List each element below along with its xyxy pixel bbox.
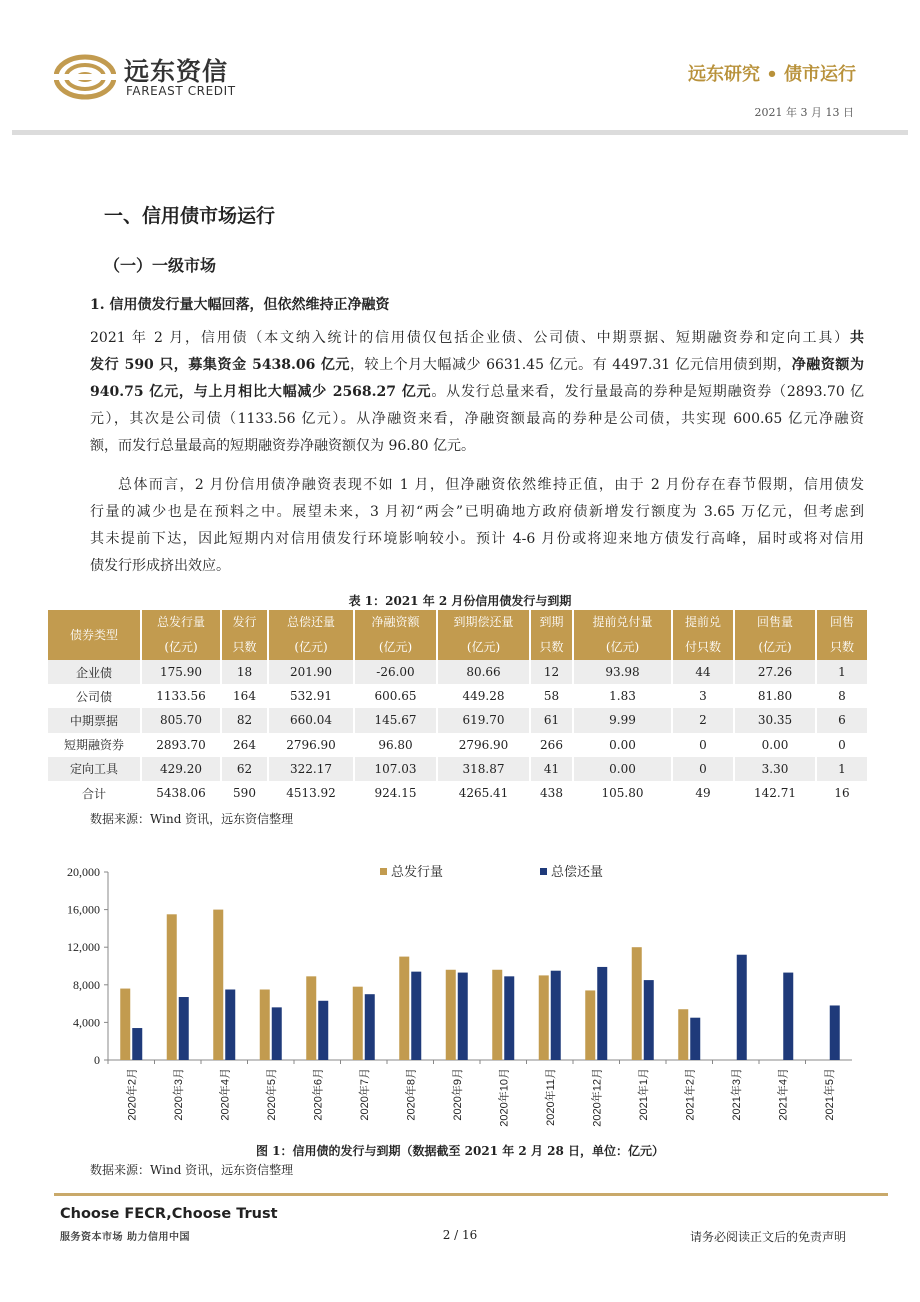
value-cell: 175.90 xyxy=(141,660,221,684)
row-label-cell: 中期票据 xyxy=(48,708,141,732)
table-row xyxy=(48,708,867,732)
x-tick-label: 2020年2月 xyxy=(126,1068,139,1121)
table-caption: 表 1：2021 年 2 月份信用债发行与到期 xyxy=(348,594,572,608)
x-tick-label: 2020年6月 xyxy=(312,1068,325,1121)
value-cell: 18 xyxy=(221,660,268,684)
table-header xyxy=(48,610,867,660)
column-header-line: 只数 xyxy=(232,640,257,654)
table-body xyxy=(48,660,867,805)
table-row xyxy=(48,781,867,805)
column-header xyxy=(530,610,573,660)
x-tick-label: 2021年1月 xyxy=(637,1068,650,1121)
column-header xyxy=(48,610,141,660)
fareast-credit-logo xyxy=(54,50,244,110)
header-divider xyxy=(12,130,908,135)
x-tick-label: 2020年4月 xyxy=(219,1068,232,1121)
value-cell: 80.66 xyxy=(437,660,530,684)
y-tick-label: 8,000 xyxy=(73,977,100,992)
value-cell: 201.90 xyxy=(268,660,354,684)
logo-en-text: FAREAST CREDIT xyxy=(126,84,236,98)
bar-issuance xyxy=(632,947,642,1060)
x-tick-label: 2021年2月 xyxy=(684,1068,697,1121)
x-tick-label: 2020年8月 xyxy=(405,1068,418,1121)
column-header-line: (亿元) xyxy=(164,640,198,654)
value-cell: 0 xyxy=(672,757,734,781)
value-cell: -26.00 xyxy=(354,660,437,684)
column-header-line: (亿元) xyxy=(605,640,640,654)
bar-repayment xyxy=(179,997,189,1060)
value-cell: 81.80 xyxy=(734,684,816,708)
value-cell: 924.15 xyxy=(354,781,437,805)
x-tick-label: 2020年11月 xyxy=(544,1068,557,1126)
value-cell: 3 xyxy=(672,684,734,708)
section-heading: 一、信用债市场运行 xyxy=(104,205,276,227)
paragraph-line xyxy=(90,436,864,456)
value-cell: 105.80 xyxy=(573,781,672,805)
column-header-line: (亿元) xyxy=(466,640,501,654)
value-cell: 58 xyxy=(530,684,573,708)
bar-repayment xyxy=(737,955,747,1060)
paragraph-line xyxy=(90,556,864,576)
text-run: 其未提前下达，因此短期内对信用债发行环境影响较小。预计 4-6 月份或将迎来地方债发行高峰，届时或将对信用 xyxy=(90,531,864,547)
x-tick-label: 2020年9月 xyxy=(451,1068,464,1121)
column-header-line: 到期 xyxy=(539,615,564,629)
legend-label: 总偿还量 xyxy=(551,865,604,880)
column-header xyxy=(734,610,816,660)
value-cell: 264 xyxy=(221,733,268,757)
x-tick-label: 2020年10月 xyxy=(498,1068,511,1127)
value-cell: 1.83 xyxy=(573,684,672,708)
column-header-line: (亿元) xyxy=(294,640,328,654)
subsection-heading: （一）一级市场 xyxy=(104,256,217,275)
value-cell: 145.67 xyxy=(354,708,437,732)
value-cell: 0.00 xyxy=(734,733,816,757)
bar-issuance xyxy=(492,970,502,1060)
paragraph-line xyxy=(90,502,864,522)
page-number: 2 / 16 xyxy=(442,1228,478,1242)
text-run: 行量的减少也是在预料之中。展望未来，3 月初“两会”已明确地方政府债新增发行额度为 3.65 万亿元，但考虑到 xyxy=(90,504,864,520)
y-tick-label: 12,000 xyxy=(67,940,100,955)
value-cell: 96.80 xyxy=(354,733,437,757)
bar-issuance xyxy=(353,987,363,1060)
table-row xyxy=(48,684,867,708)
bar-repayment xyxy=(783,973,793,1060)
text-run: 债发行形成挤出效应。 xyxy=(90,558,230,574)
logo-mark-icon xyxy=(54,54,116,100)
column-header-line: 发行 xyxy=(232,615,257,629)
value-cell: 322.17 xyxy=(268,757,354,781)
text-run: 元），其次是公司债（1133.56 亿元）。从净融资来看，净融资额最高的券种是公司债，共实现 600.65 亿元净融资 xyxy=(90,411,864,427)
bold-run: 940.75 亿元，与上月相比大幅减少 2568.27 亿元 xyxy=(90,384,432,400)
bar-issuance xyxy=(399,957,409,1060)
table-row xyxy=(48,757,867,781)
legend-swatch xyxy=(380,868,387,875)
x-tick-label: 2021年3月 xyxy=(730,1068,743,1121)
text-run: ，较上个月大幅减少 6631.45 亿元。有 4497.31 亿元信用债到期， xyxy=(349,357,792,373)
value-cell: 2 xyxy=(672,708,734,732)
bar-repayment xyxy=(830,1005,840,1060)
bar-repayment xyxy=(504,976,514,1060)
column-header-line: 总发行量 xyxy=(156,615,205,629)
column-header xyxy=(816,610,867,660)
value-cell: 2796.90 xyxy=(268,733,354,757)
value-cell: 429.20 xyxy=(141,757,221,781)
bar-issuance xyxy=(539,975,549,1060)
bar-issuance xyxy=(213,910,223,1060)
bar-repayment xyxy=(272,1007,282,1060)
footer-divider xyxy=(54,1193,888,1196)
topic-heading: 1. 信用债发行量大幅回落，但依然维持正净融资 xyxy=(90,297,390,313)
value-cell: 62 xyxy=(221,757,268,781)
y-tick-label: 16,000 xyxy=(67,902,100,917)
column-header xyxy=(672,610,734,660)
value-cell: 49 xyxy=(672,781,734,805)
column-header-line: 回售量 xyxy=(756,615,793,629)
y-tick-label: 0 xyxy=(94,1053,100,1067)
value-cell: 0 xyxy=(816,733,867,757)
column-header-line: 债券类型 xyxy=(69,627,118,642)
table-row xyxy=(48,733,867,757)
value-cell: 2893.70 xyxy=(141,733,221,757)
column-header-line: 只数 xyxy=(829,640,854,654)
value-cell: 532.91 xyxy=(268,684,354,708)
x-tick-label: 2020年5月 xyxy=(265,1068,278,1121)
y-tick-label: 20,000 xyxy=(67,865,100,879)
column-header-line: (亿元) xyxy=(378,640,413,654)
x-tick-label: 2021年4月 xyxy=(777,1068,790,1121)
row-label-cell: 定向工具 xyxy=(48,757,141,781)
value-cell: 318.87 xyxy=(437,757,530,781)
x-tick-label: 2020年12月 xyxy=(591,1068,604,1127)
value-cell: 1 xyxy=(816,660,867,684)
value-cell: 41 xyxy=(530,757,573,781)
paragraph-line xyxy=(90,529,864,549)
disclaimer-note: 请务必阅读正文后的免责声明 xyxy=(689,1230,846,1244)
value-cell: 44 xyxy=(672,660,734,684)
value-cell: 600.65 xyxy=(354,684,437,708)
value-cell: 449.28 xyxy=(437,684,530,708)
figure-source-note: 数据来源：Wind 资讯，远东资信整理 xyxy=(90,1163,294,1177)
x-tick-label: 2020年3月 xyxy=(172,1068,185,1121)
bar-issuance xyxy=(446,970,456,1060)
value-cell: 3.30 xyxy=(734,757,816,781)
row-label-cell: 合计 xyxy=(48,781,141,805)
value-cell: 164 xyxy=(221,684,268,708)
bar-issuance xyxy=(167,914,177,1060)
report-series-title: 远东研究 • 债市运行 xyxy=(687,64,856,85)
bar-repayment xyxy=(458,973,468,1060)
footer-slogan-cn: 服务资本市场 助力信用中国 xyxy=(60,1232,190,1243)
bar-repayment xyxy=(365,994,375,1060)
bar-repayment xyxy=(644,980,654,1060)
issuance-table xyxy=(48,610,867,805)
bar-repayment xyxy=(132,1028,142,1060)
bar-repayment xyxy=(225,990,235,1061)
bar-issuance xyxy=(585,990,595,1060)
value-cell: 30.35 xyxy=(734,708,816,732)
logo-cn-text: 远东资信 xyxy=(124,57,229,86)
bar-repayment xyxy=(690,1018,700,1060)
column-header-line: 提前兑付量 xyxy=(592,615,653,629)
column-header-line: 只数 xyxy=(539,640,564,654)
column-header xyxy=(221,610,268,660)
value-cell: 5438.06 xyxy=(141,781,221,805)
paragraph-line xyxy=(90,409,864,429)
column-header xyxy=(573,610,672,660)
text-run: 额，而发行总量最高的短期融资券净融资额仅为 96.80 亿元。 xyxy=(90,438,475,454)
paragraph-line xyxy=(118,475,864,495)
bar-repayment xyxy=(318,1001,328,1060)
value-cell: 590 xyxy=(221,781,268,805)
value-cell: 1133.56 xyxy=(141,684,221,708)
y-tick-label: 4,000 xyxy=(73,1015,100,1030)
page-header xyxy=(0,0,920,140)
issuance-maturity-chart xyxy=(40,852,880,1142)
figure-caption: 图 1：信用债的发行与到期（数据截至 2021 年 2 月 28 日，单位：亿元） xyxy=(255,1144,665,1158)
value-cell: 142.71 xyxy=(734,781,816,805)
column-header xyxy=(268,610,354,660)
value-cell: 619.70 xyxy=(437,708,530,732)
column-header xyxy=(354,610,437,660)
table-source-note: 数据来源：Wind 资讯，远东资信整理 xyxy=(90,812,294,826)
value-cell: 12 xyxy=(530,660,573,684)
column-header xyxy=(437,610,530,660)
x-tick-label: 2021年5月 xyxy=(823,1068,836,1121)
column-header-line: 付只数 xyxy=(684,640,721,654)
table-header-row xyxy=(48,610,867,660)
value-cell: 27.26 xyxy=(734,660,816,684)
value-cell: 93.98 xyxy=(573,660,672,684)
value-cell: 4513.92 xyxy=(268,781,354,805)
value-cell: 107.03 xyxy=(354,757,437,781)
bar-issuance xyxy=(120,989,130,1060)
bold-run: 发行 590 只，募集资金 5438.06 亿元 xyxy=(90,357,350,373)
bold-run: 共 xyxy=(850,330,864,346)
value-cell: 0.00 xyxy=(573,757,672,781)
value-cell: 2796.90 xyxy=(437,733,530,757)
value-cell: 16 xyxy=(816,781,867,805)
bar-issuance xyxy=(260,990,270,1061)
column-header-line: 回售 xyxy=(829,615,854,629)
value-cell: 4265.41 xyxy=(437,781,530,805)
row-label-cell: 短期融资券 xyxy=(48,733,141,757)
paragraph-line xyxy=(90,328,864,348)
paragraph-line xyxy=(90,382,864,402)
row-label-cell: 企业债 xyxy=(48,660,141,684)
bar-repayment xyxy=(551,971,561,1060)
table-row xyxy=(48,660,867,684)
value-cell: 9.99 xyxy=(573,708,672,732)
bar-repayment xyxy=(597,967,607,1060)
value-cell: 0.00 xyxy=(573,733,672,757)
value-cell: 1 xyxy=(816,757,867,781)
legend-label: 总发行量 xyxy=(391,865,444,880)
value-cell: 805.70 xyxy=(141,708,221,732)
text-run: 。从发行总量来看，发行量最高的券种是短期融资券（2893.70 亿 xyxy=(431,384,864,400)
column-header-line: (亿元) xyxy=(758,640,792,654)
column-header-line: 到期偿还量 xyxy=(453,615,514,629)
value-cell: 61 xyxy=(530,708,573,732)
value-cell: 8 xyxy=(816,684,867,708)
value-cell: 660.04 xyxy=(268,708,354,732)
bar-issuance xyxy=(678,1009,688,1060)
report-date: 2021 年 3 月 13 日 xyxy=(754,106,854,119)
column-header-line: 总偿还量 xyxy=(286,615,335,629)
paragraph-line xyxy=(90,355,864,375)
value-cell: 82 xyxy=(221,708,268,732)
legend-swatch xyxy=(540,868,547,875)
bar-repayment xyxy=(411,972,421,1060)
value-cell: 0 xyxy=(672,733,734,757)
text-run: 总体而言，2 月份信用债净融资表现不如 1 月，但净融资依然维持正值，由于 2 月份存在春节假期，信用债发 xyxy=(118,477,864,493)
value-cell: 438 xyxy=(530,781,573,805)
row-label-cell: 公司债 xyxy=(48,684,141,708)
column-header-line: 净融资额 xyxy=(371,615,420,629)
bold-run: 净融资额为 xyxy=(791,357,865,373)
x-tick-label: 2020年7月 xyxy=(358,1068,371,1121)
column-header xyxy=(141,610,221,660)
text-run: 2021 年 2 月，信用债（本文纳入统计的信用债仅包括企业债、公司债、中期票据、短期融资券和定向工具） xyxy=(90,330,850,346)
column-header-line: 提前兑 xyxy=(684,615,721,629)
value-cell: 6 xyxy=(816,708,867,732)
value-cell: 266 xyxy=(530,733,573,757)
footer-slogan-en: Choose FECR,Choose Trust xyxy=(60,1206,278,1222)
bar-issuance xyxy=(306,976,316,1060)
